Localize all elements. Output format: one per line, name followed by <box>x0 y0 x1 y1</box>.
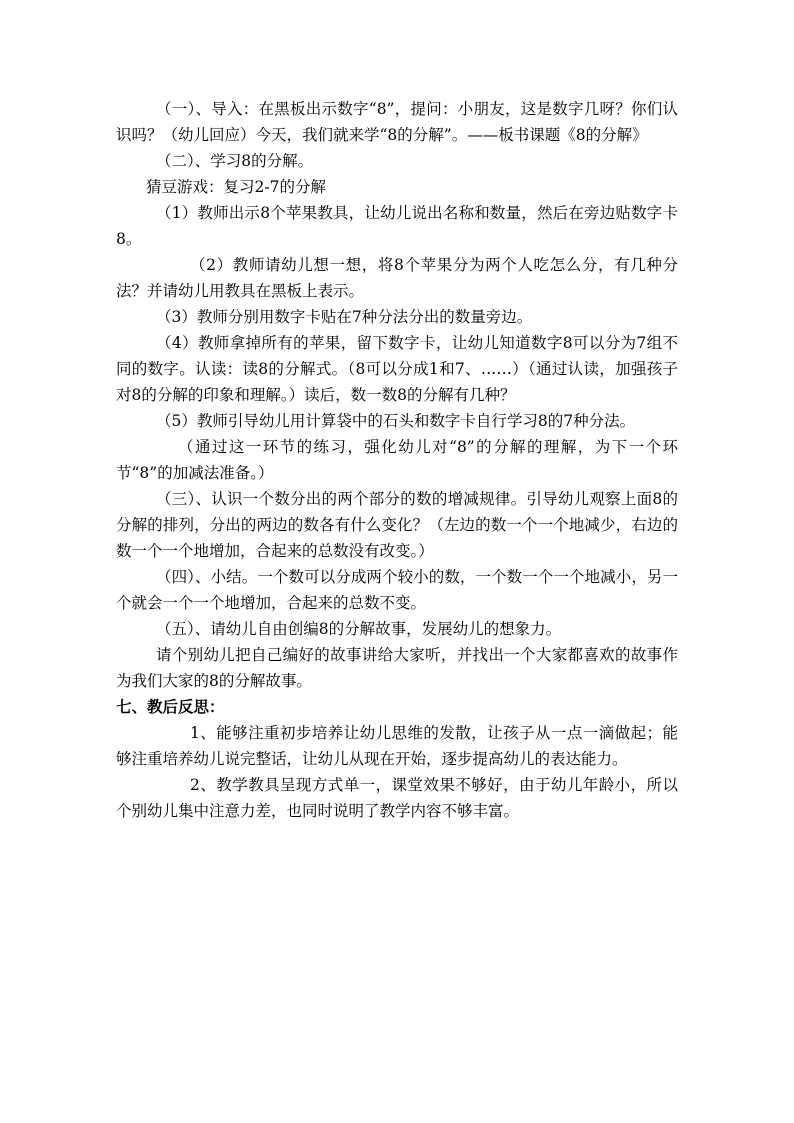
paragraph-reflection-2: 2、教学教具呈现方式单一，课堂效果不够好，由于幼儿年龄小，所以个别幼儿集中注意力差，也同时说明了教学内容不够丰富。 <box>116 776 678 820</box>
paragraph-section-three: （三）、认识一个数分出的两个部分的数的增减规律。引导幼儿观察上面8的分解的排列，分出的两边的数各有什么变化？（左边的数一个一个地减少，右边的数一个一个地增加，合起来的总数没有改变。） <box>116 490 678 560</box>
paragraph-step-4: （4）教师拿掉所有的苹果，留下数字卡，让幼儿知道数字8可以分为7组不同的数字。认读：读8的分解式。（8可以分成1和7、……）（通过认读，加强孩子对8的分解的印象和理解。）读后，数一数8的分解有几种？ <box>116 334 678 404</box>
paragraph-step-3: （3）教师分别用数字卡贴在7种分法分出的数量旁边。 <box>156 308 533 326</box>
paragraph-guessing-game: 猜豆游戏：复习2-7的分解 <box>146 178 326 196</box>
paragraph-intro: （一）、导入：在黑板出示数字“8”，提问：小朋友，这是数字几呀？你们认识吗？（幼儿回应）今天，我们就来学“8的分解”。——板书课题《8的分解》 <box>116 100 678 144</box>
section-heading-reflection: 七、教后反思： <box>116 697 225 716</box>
paragraph-step-2: （2）教师请幼儿想一想，将8个苹果分为两个人吃怎么分，有几种分法？并请幼儿用教具在黑板上表示。 <box>116 256 678 300</box>
paragraph-section-four: （四）、小结。一个数可以分成两个较小的数，一个数一个一个地减小，另一个就会一个一个地增加，合起来的总数不变。 <box>116 568 678 612</box>
paragraph-section-two: （二）、学习8的分解。 <box>156 152 314 170</box>
paragraph-reflection-1: 1、能够注重初步培养让幼儿思维的发散，让孩子从一点一滴做起；能够注重培养幼儿说完整话，让幼儿从现在开始，逐步提高幼儿的表达能力。 <box>116 724 678 768</box>
paragraph-story: 请个别幼儿把自己编好的故事讲给大家听，并找出一个大家都喜欢的故事作为我们大家的8的分解故事。 <box>116 646 678 690</box>
paragraph-step-1: （1）教师出示8个苹果教具，让幼儿说出名称和数量，然后在旁边贴数字卡8。 <box>116 204 678 248</box>
paragraph-section-five: （五）、请幼儿自由创编8的分解故事，发展幼儿的想象力。 <box>156 620 562 638</box>
paragraph-step-5-note: （通过这一环节的练习，强化幼儿对“8”的分解的理解，为下一个环节“8”的加减法准备。） <box>116 438 678 482</box>
document-body <box>116 96 678 824</box>
paragraph-step-5: （5）教师引导幼儿用计算袋中的石头和数字卡自行学习8的7种分法。 <box>156 412 636 430</box>
